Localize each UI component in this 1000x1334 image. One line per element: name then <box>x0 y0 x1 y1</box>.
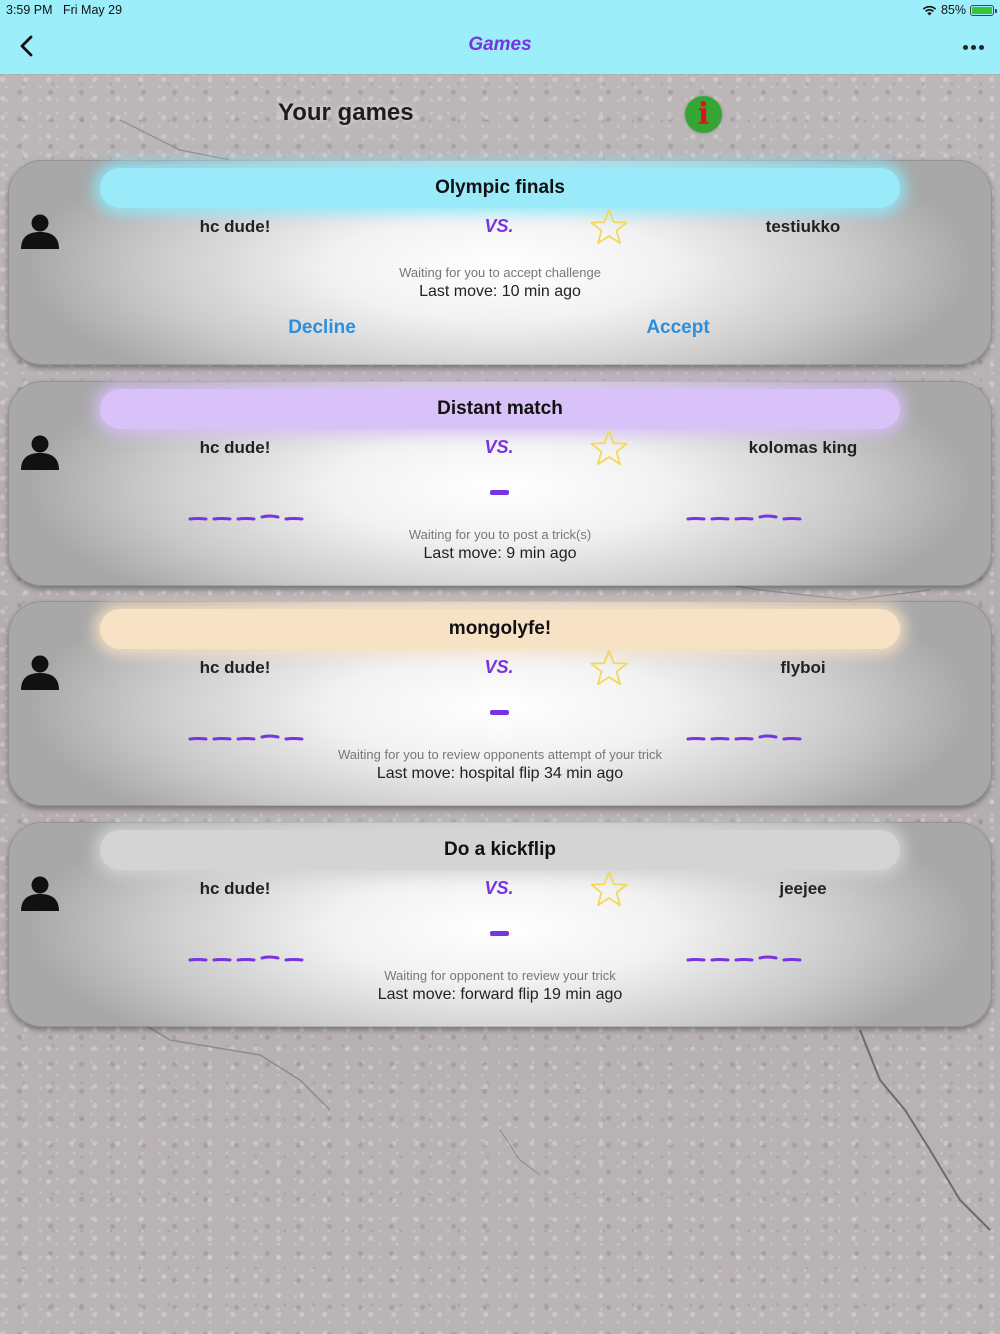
user-avatar-icon <box>20 434 60 470</box>
game-title-text: mongolyfe! <box>448 618 552 639</box>
opponent-score-dashes <box>686 950 812 958</box>
opponent-name: jeejee <box>779 879 827 898</box>
score-separator <box>490 710 509 715</box>
player-letters-icon <box>188 734 314 742</box>
last-move: Last move: 10 min ago <box>419 283 581 300</box>
wifi-icon <box>922 5 937 16</box>
versus-label: VS. <box>484 657 514 677</box>
game-title <box>100 389 900 429</box>
player-name: hc dude! <box>199 658 271 677</box>
ellipsis-icon <box>963 45 968 50</box>
opponent-letters-icon <box>686 734 812 742</box>
opponent-name: kolomas king <box>748 438 858 457</box>
game-card[interactable] <box>8 160 992 365</box>
avatar <box>20 213 60 249</box>
favorite-button[interactable] <box>589 649 629 687</box>
user-avatar-icon <box>20 213 60 249</box>
versus-label: VS. <box>484 216 514 236</box>
versus-label: VS. <box>484 878 514 898</box>
last-move: Last move: forward flip 19 min ago <box>377 986 623 1003</box>
star-icon <box>589 870 629 908</box>
versus-label: VS. <box>484 437 514 457</box>
game-status: Waiting for you to post a trick(s) <box>408 527 592 542</box>
info-icon: i <box>697 97 710 132</box>
last-move: Last move: hospital flip 34 min ago <box>376 765 624 782</box>
opponent-score-dashes <box>686 729 812 737</box>
opponent-letters-icon <box>686 514 812 522</box>
star-icon <box>589 208 629 246</box>
player-name: hc dude! <box>199 438 271 457</box>
status-time: 3:59 PM <box>6 3 53 17</box>
nav-title: Games <box>468 34 532 55</box>
game-title-text: Distant match <box>437 398 563 419</box>
player-letters-icon <box>188 514 314 522</box>
game-card[interactable] <box>8 601 992 806</box>
accept-button[interactable]: Accept <box>646 317 710 338</box>
star-icon <box>589 649 629 687</box>
info-button[interactable] <box>685 96 722 133</box>
favorite-button[interactable] <box>589 870 629 908</box>
player-score-dashes <box>188 729 314 737</box>
player-score-dashes <box>188 509 314 517</box>
player-name: hc dude! <box>199 879 271 898</box>
decline-button[interactable]: Decline <box>288 317 356 338</box>
status-bar-right <box>922 3 994 17</box>
opponent-score-dashes <box>686 509 812 517</box>
opponent-letters-icon <box>686 955 812 963</box>
page-title: Your games <box>278 99 414 126</box>
user-avatar-icon <box>20 654 60 690</box>
user-avatar-icon <box>20 875 60 911</box>
avatar <box>20 654 60 690</box>
game-title-text: Olympic finals <box>435 177 565 198</box>
status-date: Fri May 29 <box>62 3 123 17</box>
battery-percent: 85% <box>940 3 966 17</box>
favorite-button[interactable] <box>589 208 629 246</box>
status-bar-left <box>6 3 122 17</box>
more-button[interactable] <box>960 40 986 54</box>
game-title <box>100 168 900 208</box>
ellipsis-dot <box>971 45 976 50</box>
game-status: Waiting for opponent to review your trick <box>384 968 616 983</box>
ellipsis-dot <box>979 45 984 50</box>
battery-icon <box>970 5 994 16</box>
opponent-name: flyboi <box>780 658 826 677</box>
favorite-button[interactable] <box>589 429 629 467</box>
game-card[interactable] <box>8 381 992 586</box>
top-bar <box>0 0 1000 74</box>
game-status: Waiting for you to review opponents attempt of your trick <box>338 747 662 762</box>
last-move: Last move: 9 min ago <box>423 545 577 562</box>
score-separator <box>490 931 509 936</box>
star-icon <box>589 429 629 467</box>
avatar <box>20 434 60 470</box>
player-score-dashes <box>188 950 314 958</box>
player-letters-icon <box>188 955 314 963</box>
score-separator <box>490 490 509 495</box>
game-title <box>100 830 900 870</box>
game-title <box>100 609 900 649</box>
game-card[interactable] <box>8 822 992 1027</box>
avatar <box>20 875 60 911</box>
game-title-text: Do a kickflip <box>444 839 556 860</box>
game-status: Waiting for you to accept challenge <box>399 265 601 280</box>
opponent-name: testiukko <box>765 217 841 236</box>
player-name: hc dude! <box>199 217 271 236</box>
